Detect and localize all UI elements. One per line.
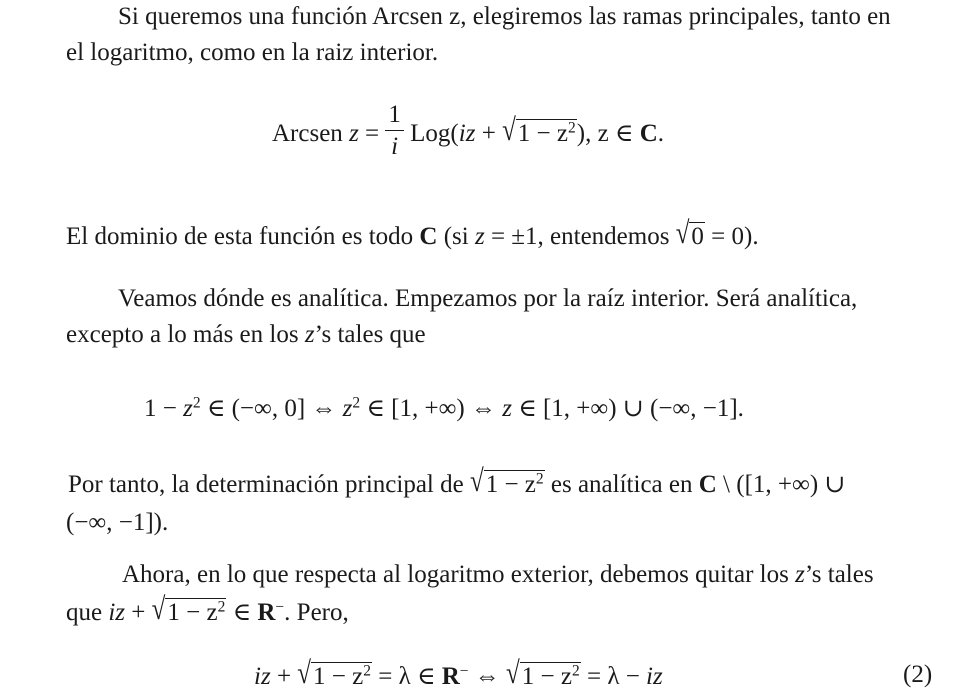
math-text: ∈ [1, +∞) ∪ (−∞, −1]. (518, 395, 744, 422)
math-text: = λ − (586, 663, 640, 690)
math-var: iz (458, 119, 476, 147)
radicand: 1 − z (313, 663, 364, 690)
math-text: . (657, 119, 664, 147)
math-var: z (474, 223, 485, 250)
text: el logaritmo, como en la raiz interior. (66, 39, 439, 66)
math-var: z (795, 561, 805, 588)
math-op: = (365, 119, 380, 147)
paragraph-1-line-2 (66, 40, 438, 65)
text: excepto a lo más en los (66, 321, 299, 348)
square-root: $√1 - z^2$ (151, 592, 226, 627)
math-var: z (304, 321, 315, 348)
square-root: $√1 - z^2$ (469, 464, 544, 499)
exponent: 2 (571, 662, 580, 680)
radicand: 1 − z (521, 663, 572, 690)
text: = 0). (711, 223, 759, 250)
math-op: + (276, 663, 292, 690)
square-root: √0 (675, 216, 704, 251)
arcsen-label: Arcsen (272, 119, 343, 147)
text: (si (443, 223, 469, 250)
radicand: 1 − z (485, 471, 536, 498)
math-op: + (481, 119, 496, 147)
radicand: 1 − z (517, 119, 568, 147)
math-op: + (131, 599, 146, 626)
exponent: 2 (568, 119, 576, 137)
math-var: iz (646, 663, 663, 690)
paragraph-5-line-1 (122, 562, 874, 587)
math-var: iz (254, 663, 271, 690)
equation-arcsen-definition (272, 101, 664, 165)
text: ’s tales que (314, 321, 426, 348)
equation-branch-cut (144, 396, 744, 421)
superscript-minus: − (459, 662, 469, 680)
paragraph-1-line-1 (118, 4, 891, 29)
paragraph-4-line-2 (66, 510, 168, 535)
math-var: z (342, 395, 353, 422)
text: Por tanto, la determinación principal de (68, 471, 464, 498)
math-var: z (502, 395, 512, 422)
math-text: ∈ (−∞, 0] ⇔ (206, 395, 337, 422)
text: (−∞, −1]). (66, 509, 169, 536)
math-var: iz (108, 599, 126, 626)
text: \ ([1, +∞) ∪ (723, 471, 846, 498)
text: ’s tales (804, 561, 874, 588)
math-var: z (183, 395, 193, 422)
fraction-denominator: i (391, 133, 399, 161)
math-text: ), (576, 119, 592, 147)
complex-set-symbol: C (698, 471, 717, 498)
paragraph-4-line-1 (68, 464, 846, 499)
paragraph-3-line-2 (66, 322, 426, 347)
text: Si queremos una función Arcsen z, elegiremos las ramas principales, tanto en (118, 3, 891, 30)
text: es analítica en (550, 471, 693, 498)
math-text: 1 − (144, 395, 177, 422)
exponent: 2 (352, 394, 361, 412)
paragraph-2 (66, 216, 759, 251)
math-text: ∈ [1, +∞) ⇔ (366, 395, 496, 422)
equation-2 (254, 656, 663, 691)
text: que (66, 599, 103, 626)
math-op: ∈ (232, 599, 252, 626)
superscript-minus: − (275, 598, 285, 616)
real-set-symbol: R (441, 663, 460, 690)
equation-number (903, 662, 932, 687)
square-root: $√1 - z^2$ (297, 656, 371, 691)
math-op: ⇔ (474, 663, 500, 690)
text: = ±1, entendemos (490, 223, 670, 250)
equation-number-label: (2) (903, 661, 933, 688)
exponent: 2 (363, 662, 371, 680)
log-label: Log( (410, 119, 459, 147)
fraction-numerator: 1 (385, 102, 404, 131)
exponent: 2 (217, 598, 226, 616)
text: . Pero, (284, 599, 349, 626)
text: El dominio de esta función es todo (66, 223, 414, 250)
square-root: $√1 - z^2$ (502, 113, 576, 148)
math-text: = λ ∈ (378, 663, 436, 690)
exponent: 2 (192, 394, 201, 412)
math-text: z ∈ (597, 119, 634, 147)
paragraph-3-line-1 (118, 286, 857, 311)
text: Ahora, en lo que respecta al logaritmo exterior, debemos quitar los (122, 561, 789, 588)
radicand: 1 − z (167, 599, 218, 626)
exponent: 2 (535, 470, 544, 488)
real-set-symbol: R (257, 599, 276, 626)
square-root: $√1 - z^2$ (506, 656, 580, 691)
complex-set-symbol: C (639, 119, 658, 147)
radicand: 0 (691, 223, 704, 250)
fraction-one-over-i (385, 102, 404, 161)
text: Veamos dónde es analítica. Empezamos por la raíz interior. Será analítica, (118, 285, 858, 312)
paragraph-5-line-2 (66, 592, 349, 627)
math-var: z (349, 119, 359, 147)
complex-set-symbol: C (419, 223, 438, 250)
